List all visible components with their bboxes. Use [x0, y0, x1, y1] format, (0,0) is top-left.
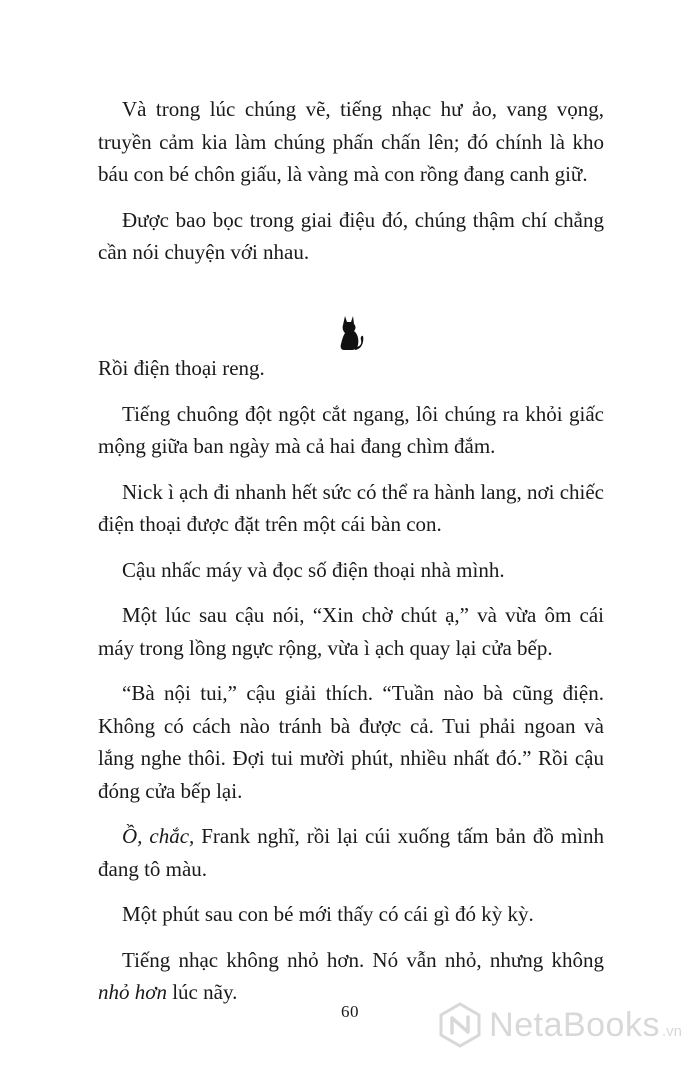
- paragraph: Một lúc sau cậu nói, “Xin chờ chút ạ,” và vừa ôm cái máy trong lồng ngực rộng, vừa ì ạch quay lại cửa bếp.: [98, 603, 604, 660]
- paragraph-text: Frank nghĩ, rồi lại cúi xuống tấm bản đồ mình đang tô màu.: [98, 824, 604, 881]
- paragraph: Rồi điện thoại reng.: [98, 356, 265, 380]
- page-number: 60: [341, 1002, 359, 1021]
- paragraph: “Bà nội tui,” cậu giải thích. “Tuần nào bà cũng điện. Không có cách nào tránh bà được cả. Tui phải ngoan và lắng nghe thôi. Đợi tui mười phút, nhiều nhất đó.” Rồi cậu đóng cửa bếp lại.: [98, 681, 604, 803]
- netabooks-logo-icon: [437, 1002, 483, 1048]
- paragraph: Một phút sau con bé mới thấy có cái gì đó kỳ kỳ.: [122, 902, 534, 926]
- italic-text: Ồ, chắc,: [122, 824, 195, 848]
- paragraph-text: lúc nãy.: [166, 980, 238, 1004]
- paragraph: [98, 944, 604, 1009]
- italic-text: nhỏ hơn: [98, 980, 167, 1004]
- watermark-brand: NetaBooks: [489, 1005, 660, 1044]
- paragraph: Cậu nhấc máy và đọc số điện thoại nhà mình.: [122, 557, 505, 582]
- paragraph: [98, 820, 604, 885]
- watermark: [437, 1002, 682, 1048]
- text-block-bottom: [98, 352, 604, 1022]
- paragraph: Và trong lúc chúng vẽ, tiếng nhạc hư ảo, vang vọng, truyền cảm kia làm chúng phấn chấn lên; đó chính là kho báu con bé chôn giấu, là vàng mà con rồng đang canh giữ.: [98, 97, 604, 186]
- paragraph: Tiếng chuông đột ngột cắt ngang, lôi chúng ra khỏi giấc mộng giữa ban ngày mà cả hai đang chìm đắm.: [98, 401, 604, 458]
- paragraph: Nick ì ạch đi nhanh hết sức có thể ra hành lang, nơi chiếc điện thoại được đặt trên một cái bàn con.: [98, 479, 604, 536]
- watermark-suffix: .vn: [661, 1022, 682, 1040]
- cat-silhouette-icon: [336, 314, 364, 352]
- paragraph: Được bao bọc trong giai điệu đó, chúng thậm chí chẳng cần nói chuyện với nhau.: [98, 207, 604, 264]
- text-block-top: [98, 93, 604, 282]
- paragraph-text: Tiếng nhạc không nhỏ hơn. Nó vẫn nhỏ, nhưng không: [122, 947, 604, 972]
